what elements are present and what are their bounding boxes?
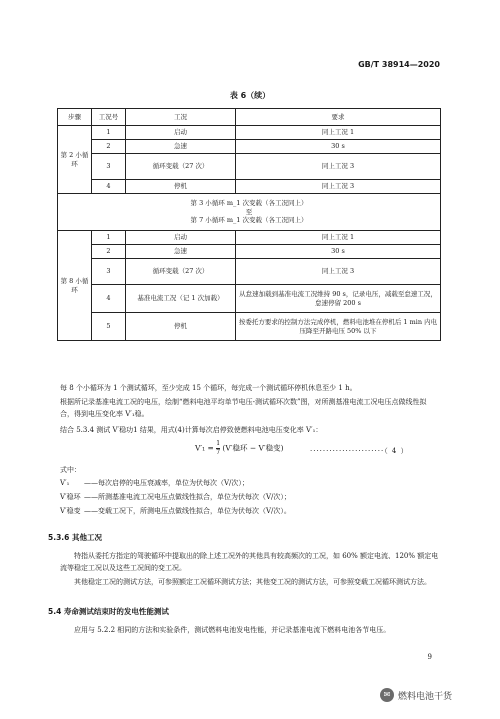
- formula: [195, 440, 284, 457]
- s536-para-1: 特指从委托方指定的驾驶循环中提取出的除上述工况外的其他具有较高频次的工况，如 60% 额定电流、120% 额定电流等稳定工况以及这些工况间的变工况。: [60, 552, 439, 572]
- table-row: [58, 231, 441, 245]
- formula-num: 1: [216, 440, 221, 447]
- def-1: [60, 477, 440, 489]
- cond-cell: 启动: [126, 231, 236, 245]
- formula-den: 7: [216, 449, 221, 456]
- no-cell: 2: [92, 140, 126, 154]
- def-2: [60, 491, 440, 503]
- table-header-row: [58, 109, 441, 126]
- req-cell: 按委托方要求的控制方法完成停机，燃料电池堆在停机后 1 min 内电压降至开路电压 50% 以下: [236, 313, 441, 341]
- header-req: 要求: [236, 109, 441, 126]
- cond-cell: 循环变载（27 次）: [126, 259, 236, 285]
- para-2: 根据所记录基准电流工况的电压，绘制“燃料电池平均单节电压-测试循环次数”图，对所测基准电流工况电压点做线性拟合，得到电压变化率 V′₁稳。: [60, 398, 427, 418]
- cond-cell: 停机: [126, 180, 236, 194]
- table-row: [58, 154, 441, 180]
- table-caption: 表 6（续）: [229, 91, 271, 100]
- def-text: ——每次启停的电压衰减率，单位为伏每次（V/次）；: [84, 479, 249, 487]
- middle-line-2: 至: [245, 207, 253, 216]
- table-row: [58, 245, 441, 259]
- req-cell: 同上工况 3: [236, 259, 441, 285]
- table-row: [58, 140, 441, 154]
- watermark-text: 燃料电池干货: [398, 691, 453, 702]
- def-text: ——所测基准电流工况电压点做线性拟合，单位为伏每次（V/次）；: [84, 493, 291, 501]
- para-3: 结合 5.3.4 测试 V′稳功1 结果，用式(4)计算每次启停致使燃料电池电压变化率 V′₁：: [60, 426, 323, 434]
- s536-para-2: 其他稳定工况的测试方法，可参照额定工况循环测试方法；其他变工况的测试方法，可参照变载工况循环测试方法。: [74, 578, 431, 586]
- table-row: [58, 259, 441, 285]
- middle-line-1: 第 3 小循环 m_1 次变载（各工况同上）: [190, 198, 308, 207]
- def-symbol: V′稳环: [60, 493, 81, 501]
- cond-cell: 基准电流工况（记 1 次加载）: [126, 285, 236, 313]
- formula-rest: (V′稳环 − V′稳变): [222, 443, 284, 453]
- middle-row: [58, 194, 441, 231]
- def-text: ——变载工况下，所测电压点做线性拟合，单位为伏每次（V/次）。: [84, 507, 291, 515]
- no-cell: 3: [92, 259, 126, 285]
- formula-fraction: [216, 440, 220, 457]
- req-cell: 30 s: [236, 245, 441, 259]
- table-row: [58, 126, 441, 140]
- no-cell: 3: [92, 154, 126, 180]
- req-cell: 同上工况 3: [236, 154, 441, 180]
- middle-line-3: 第 7 小循环 m_1 次变载（各工况同上）: [190, 216, 308, 225]
- formula-number: （ 4 ）: [384, 447, 409, 455]
- formula-leader: ·······················（ 4 ）: [310, 447, 409, 455]
- cond-cell: 启动: [126, 126, 236, 140]
- no-cell: 5: [92, 313, 126, 341]
- req-cell: 从怠速加载到基准电流工况维持 90 s，记录电压，减载至怠速工况，怠速停留 200 s: [236, 285, 441, 313]
- req-cell: 同上工况 1: [236, 231, 441, 245]
- standard-code: GB/T 38914—2020: [358, 60, 440, 69]
- watermark: [380, 688, 452, 702]
- cond-cell: 急速: [126, 245, 236, 259]
- s54-para-1: 应用与 5.2.2 相同的方法和实验条件，测试燃料电池发电性能，并记录基准电流下燃料电池各节电压。: [74, 626, 391, 634]
- no-cell: 4: [92, 180, 126, 194]
- table-row: [58, 285, 441, 313]
- req-cell: 30 s: [236, 140, 441, 154]
- no-cell: 4: [92, 285, 126, 313]
- header-cond: 工况: [126, 109, 236, 126]
- wechat-icon: ✉: [380, 688, 394, 702]
- table-row: [58, 313, 441, 341]
- cond-cell: 循环变载（27 次）: [126, 154, 236, 180]
- section-5-3-6-title: 5.3.6 其他工况: [48, 533, 102, 542]
- where-label: 式中：: [60, 466, 81, 474]
- no-cell: 2: [92, 245, 126, 259]
- header-step: 步骤: [58, 109, 92, 126]
- table-row: [58, 180, 441, 194]
- no-cell: 1: [92, 126, 126, 140]
- step-cell: 第 2 小循环: [58, 126, 92, 194]
- section-5-4-title: 5.4 寿命测试结束时的发电性能测试: [48, 607, 169, 616]
- cond-cell: 停机: [126, 313, 236, 341]
- no-cell: 1: [92, 231, 126, 245]
- formula-lhs: V′₁ =: [195, 443, 214, 453]
- page-number: 9: [427, 653, 432, 661]
- cond-cell: 急速: [126, 140, 236, 154]
- def-3: [60, 505, 440, 517]
- def-symbol: V′₁: [60, 479, 70, 487]
- test-table: [57, 108, 441, 341]
- def-symbol: V′稳变: [60, 507, 81, 515]
- req-cell: 同上工况 3: [236, 180, 441, 194]
- req-cell: 同上工况 1: [236, 126, 441, 140]
- step-cell: 第 8 小循环: [58, 231, 92, 341]
- para-1: 每 8 个小循环为 1 个测试循环，至少完成 15 个循环，每完成一个测试循环停机休息至少 1 h。: [60, 384, 357, 392]
- header-no: 工况号: [92, 109, 126, 126]
